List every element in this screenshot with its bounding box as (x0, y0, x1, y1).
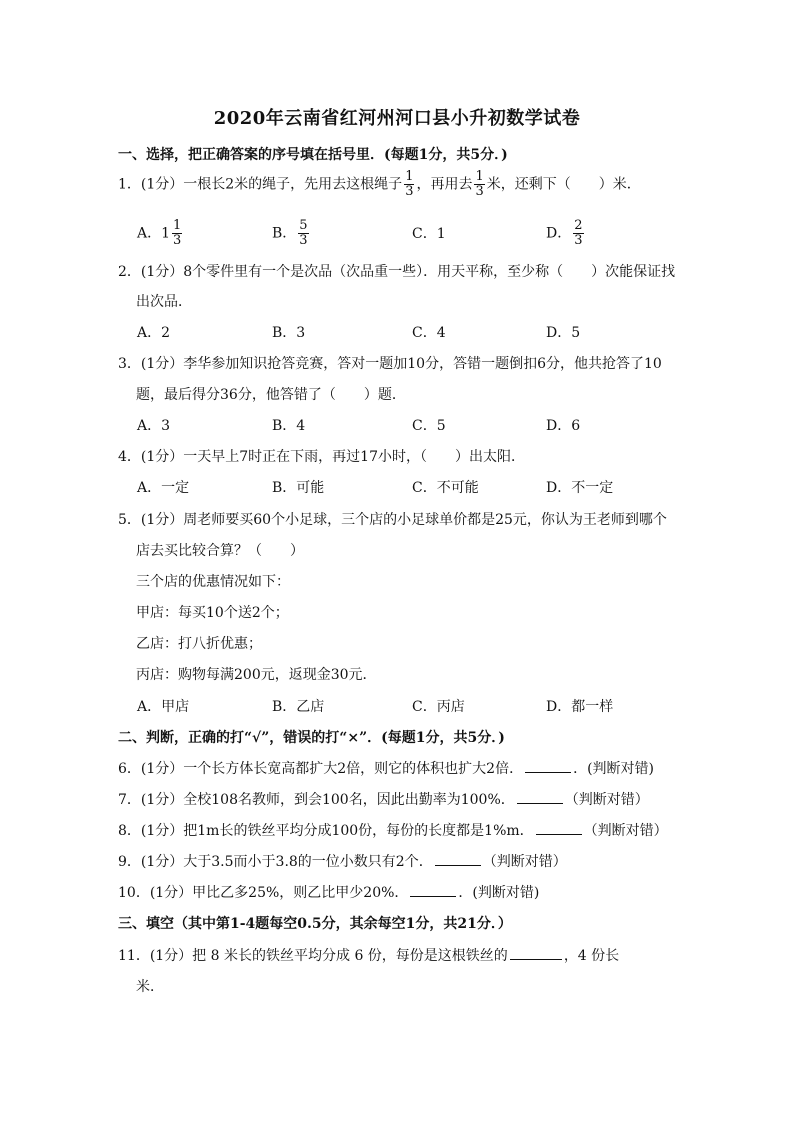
question-1 (118, 170, 641, 199)
question-2-line-1: 2．(1分）8个零件里有一个是次品（次品重一些）．用天平称，至少称（ ）次能保证找 (118, 264, 676, 280)
answer-blank[interactable] (410, 884, 456, 897)
option-d: D．不一定 (546, 480, 614, 496)
fraction: $\frac{5}{3}$ (299, 218, 308, 248)
question-5-line-6: 丙店：购物每满200元，返现金30元． (136, 667, 377, 683)
answer-blank[interactable] (525, 760, 571, 773)
option-a: A．1 $\frac{1}{3}$ (137, 218, 182, 248)
question-2-line-2: 出次品． (136, 294, 192, 310)
question-5-line-4: 甲店：每买10个送2个； (136, 605, 289, 621)
option-c: C．丙店 (412, 699, 465, 715)
option-d: D．都一样 (546, 699, 614, 715)
option-b: B．4 (272, 418, 306, 434)
fraction: $\frac{1}{3}$ (173, 218, 182, 248)
question-3-line-2: 题，最后得分36分，他答错了（ ）题． (136, 387, 406, 403)
option-d: D．6 (546, 418, 581, 434)
question-5-line-3: 三个店的优惠情况如下： (136, 574, 290, 590)
option-b: B．可能 (272, 480, 325, 496)
option-b: B．3 (272, 325, 306, 341)
option-c: C．1 (412, 226, 446, 242)
question-5-line-5: 乙店：打八折优惠； (136, 636, 262, 652)
answer-blank[interactable] (510, 947, 562, 960)
option-b: B．乙店 (272, 699, 325, 715)
question-1-text-mid: ，再用去 (416, 176, 473, 193)
question-11-line-2: 米． (136, 979, 164, 995)
answer-blank[interactable] (517, 791, 563, 804)
question-10: 10．(1分）甲比乙多25%，则乙比甲少20%． ．(判断对错) (118, 885, 540, 901)
fraction: $\frac{2}{3}$ (574, 218, 583, 248)
question-7: 7．(1分）全校108名教师，到会100名，因此出勤率为100%． （判断对错） (118, 792, 649, 808)
option-a: A．甲店 (137, 699, 190, 715)
option-c: C．4 (412, 325, 446, 341)
fraction-one-third: $\frac{1}{3}$ (475, 169, 484, 199)
answer-blank[interactable] (536, 822, 582, 835)
question-1-text-post: 米，还剩下（ ）米． (486, 176, 641, 193)
question-6: 6．(1分）一个长方体长宽高都扩大2倍，则它的体积也扩大2倍． ．(判断对错) (118, 761, 655, 777)
question-5-line-2: 店去买比较合算？（ ） (136, 543, 304, 559)
question-5-line-1: 5．(1分）周老师要买60个小足球，三个店的小足球单价都是25元，你认为王老师到哪个 (118, 512, 667, 528)
question-8: 8．(1分）把1m长的铁丝平均分成100份，每份的长度都是1%m． （判断对错） (118, 823, 668, 839)
option-c: C．5 (412, 418, 446, 434)
page-title: 2020年云南省红河州河口县小升初数学试卷 (213, 108, 581, 129)
section-heading-choice: 一、选择，把正确答案的序号填在括号里．(每题1分，共5分．) (118, 147, 508, 163)
option-a: A．2 (137, 325, 171, 341)
question-3-line-1: 3．(1分）李华参加知识抢答竞赛，答对一题加10分，答错一题倒扣6分，他共抢答了10 (118, 356, 662, 372)
fraction-one-third: $\frac{1}{3}$ (405, 169, 414, 199)
option-d: D． $\frac{2}{3}$ (546, 218, 583, 248)
option-a: A．3 (137, 418, 171, 434)
question-9: 9．(1分）大于3.5而小于3.8的一位小数只有2个． （判断对错） (118, 854, 567, 870)
option-a: A．一定 (137, 480, 190, 496)
option-d: D．5 (546, 325, 581, 341)
section-heading-fill-in: 三、填空（其中第1-4题每空0.5分，其余每空1分，共21分．） (118, 916, 512, 932)
answer-blank[interactable] (435, 853, 481, 866)
question-1-text-pre: 1．(1分）一根长2米的绳子，先用去这根绳子 (118, 176, 403, 193)
question-4-line-1: 4．(1分）一天早上7时正在下雨，再过17小时，（ ）出太阳． (118, 449, 525, 465)
section-heading-judgment: 二、判断，正确的打“√”，错误的打“×”．(每题1分，共5分．) (118, 730, 505, 746)
option-b: B． $\frac{5}{3}$ (272, 218, 308, 248)
option-c: C．不可能 (412, 480, 479, 496)
question-11-line-1: 11．(1分）把 8 米长的铁丝平均分成 6 份，每份是这根铁丝的 ，4 份长 (118, 948, 620, 964)
